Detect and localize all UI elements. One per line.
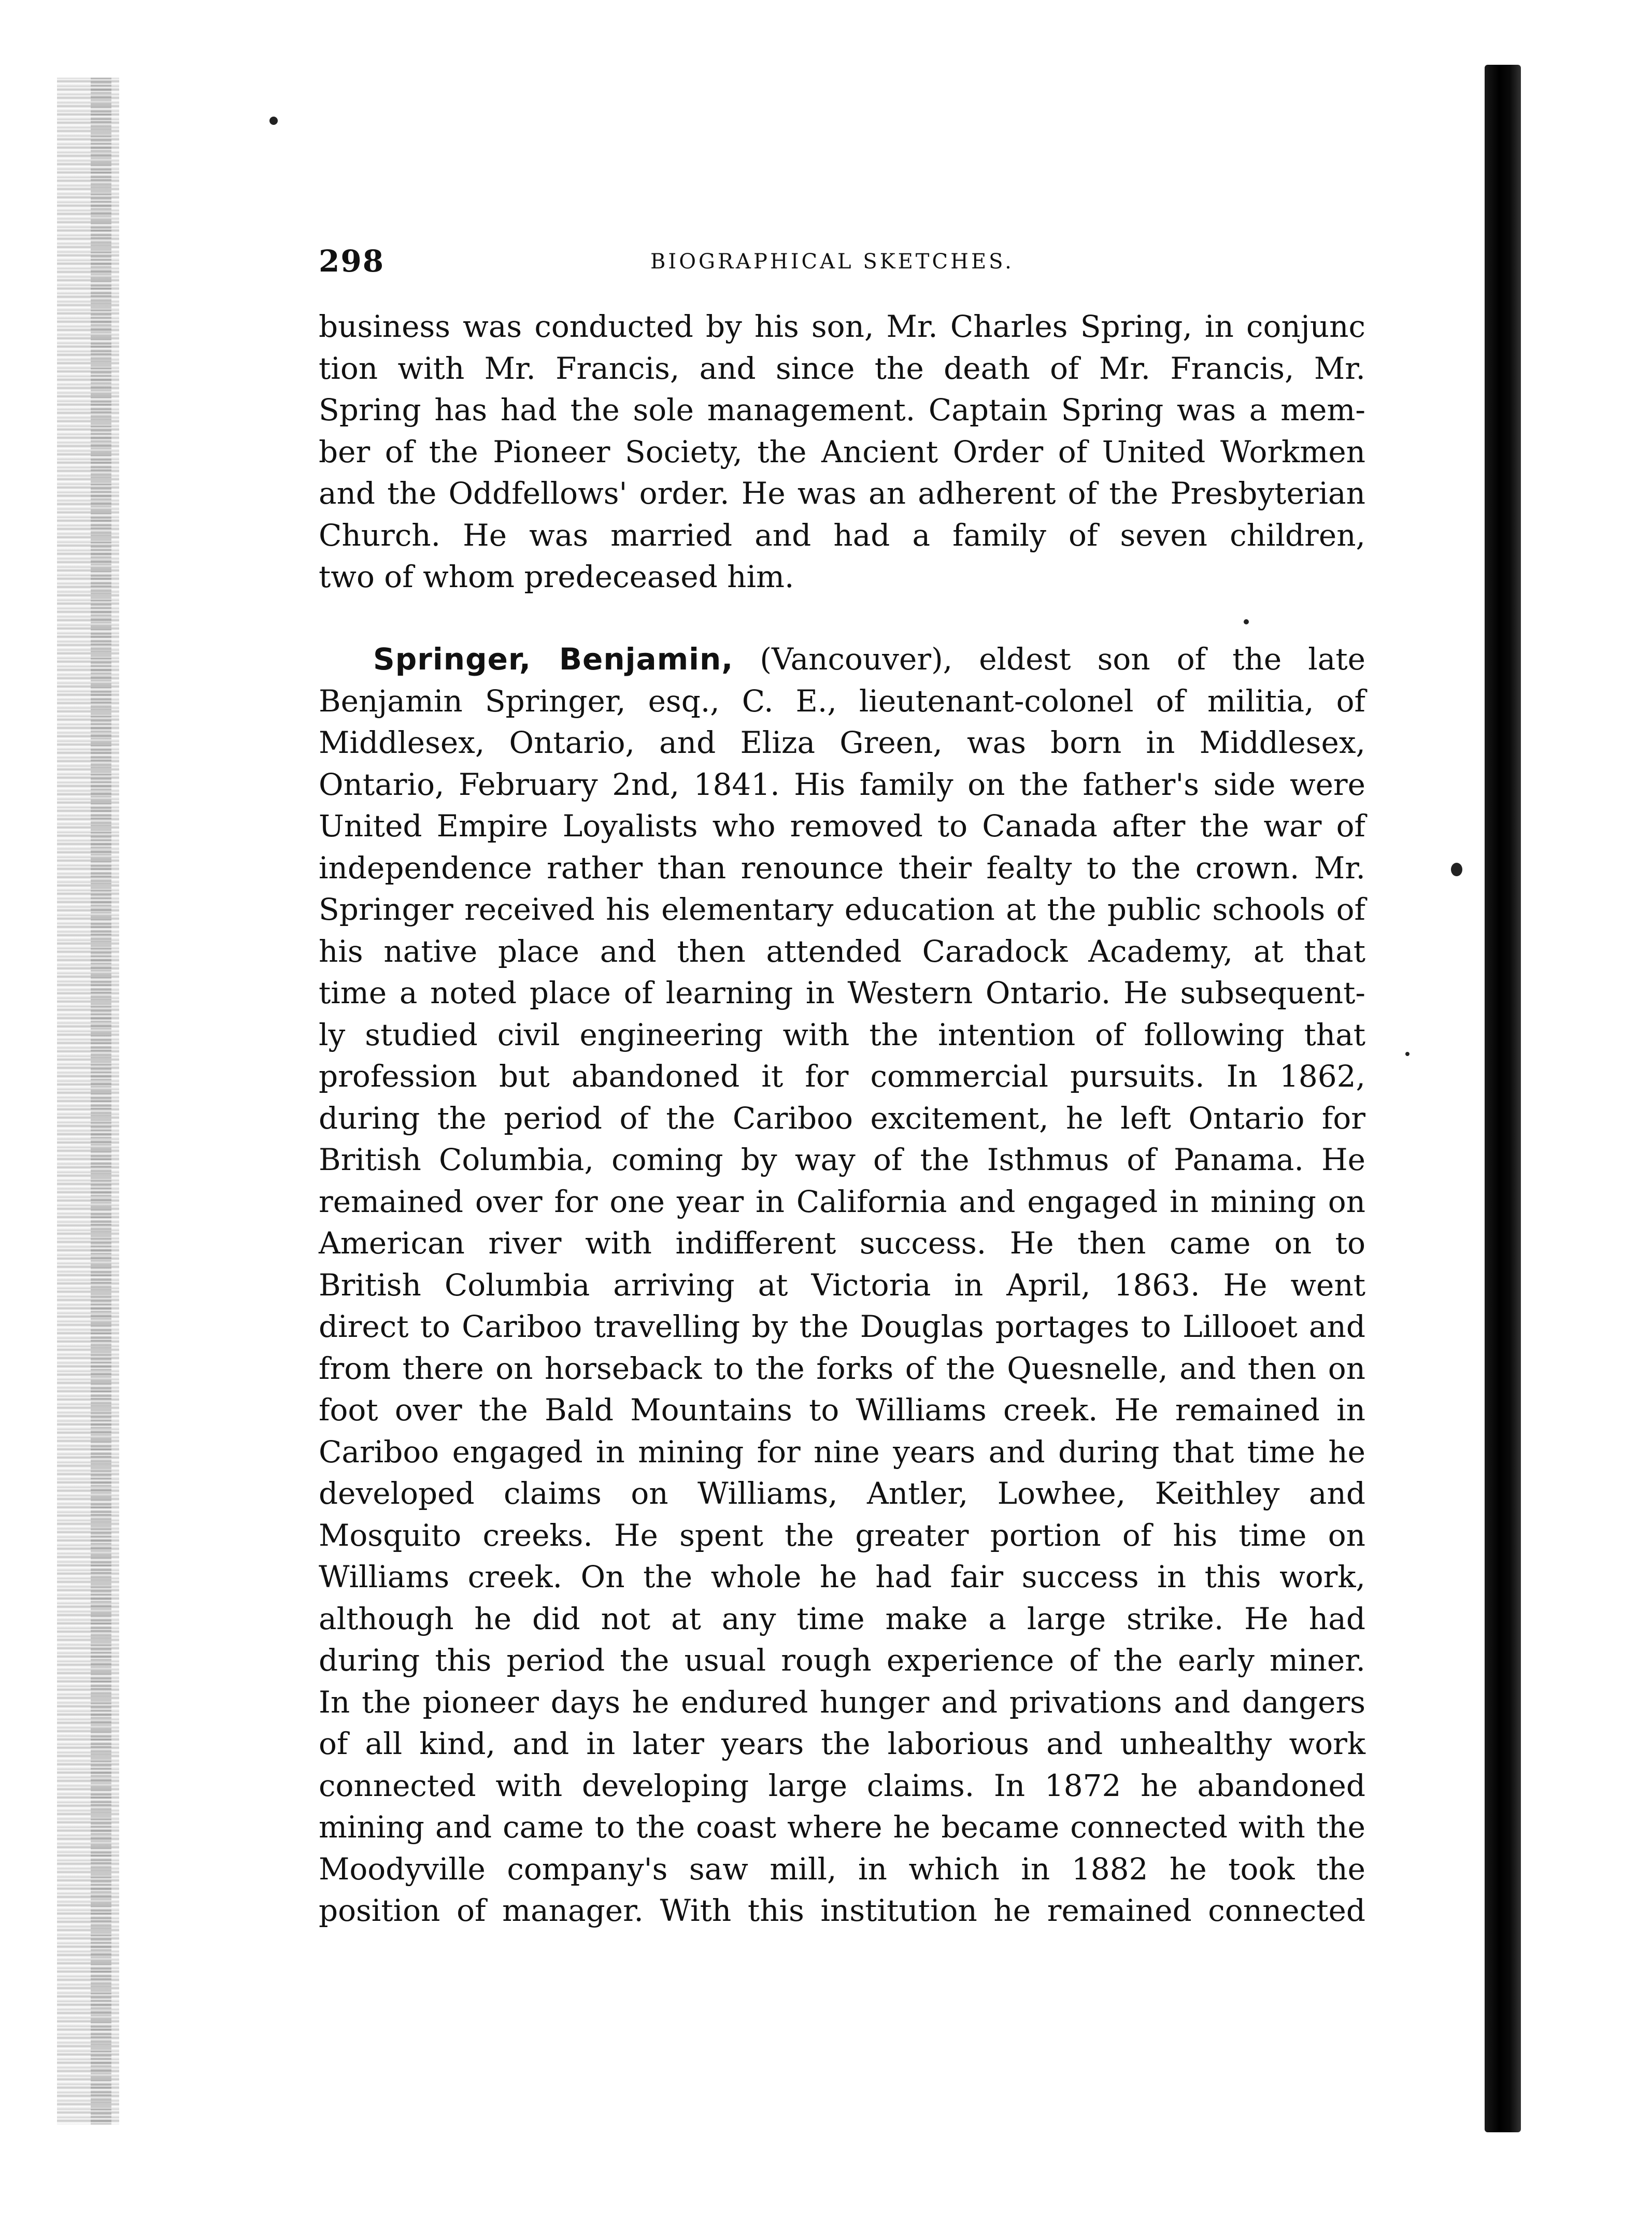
text-line: direct to Cariboo travelling by the Douglas portages to Lillooet and [319,1309,1365,1344]
entry-first-line [319,638,1365,680]
text-line: remained over for one year in California and engaged in mining on [319,1184,1365,1219]
text-line: Middlesex, Ontario, and Eliza Green, was born in Middlesex, [319,725,1365,760]
text-line: tion with Mr. Francis, and since the death of Mr. Francis, Mr. [319,350,1365,386]
text-line: from there on horseback to the forks of the Quesnelle, and then on [319,1350,1365,1386]
text-line: of all kind, and in later years the laborious and unhealthy work [319,1726,1365,1761]
entry-name: Springer, Benjamin, [373,641,734,677]
text-line: connected with developing large claims. In 1872 he abandoned [319,1767,1365,1803]
text-line: and the Oddfellows' order. He was an adherent of the Presbyterian [319,476,1365,511]
text-line: Cariboo engaged in mining for nine years and during that time he [319,1434,1365,1470]
text-line: although he did not at any time make a large strike. He had [319,1601,1365,1636]
text-line: Moodyville company's saw mill, in which in 1882 he took the [319,1851,1365,1887]
text-line: Benjamin Springer, esq., C. E., lieutenant-colonel of militia, of [319,683,1365,719]
text-line: ly studied civil engineering with the intention of following that [319,1017,1365,1052]
text-line: ber of the Pioneer Society, the Ancient Order of United Workmen [319,434,1365,469]
text-line: American river with indifferent success. He then came on to [319,1225,1365,1261]
text-line: during this period the usual rough experience of the early miner. [319,1643,1365,1678]
text-line: In the pioneer days he endured hunger and privations and dangers [319,1684,1365,1720]
running-header [319,244,1365,280]
text-line: independence rather than renounce their fealty to the crown. Mr. [319,850,1365,886]
text-line: business was conducted by his son, Mr. Charles Spring, in conjunc [319,309,1365,344]
text-line: Springer received his elementary education at the public schools of [319,892,1365,927]
text-line: two of whom predeceased him. [319,559,794,594]
text-line: foot over the Bald Mountains to Williams creek. He remained in [319,1392,1365,1428]
text-line: his native place and then attended Caradock Academy, at that [319,933,1365,969]
text-line: profession but abandoned it for commercial pursuits. In 1862, [319,1059,1365,1094]
text-line: Williams creek. On the whole he had fair success in this work, [319,1559,1365,1594]
text-line: during the period of the Cariboo excitement, he left Ontario for [319,1100,1365,1136]
text-line: developed claims on Williams, Antler, Lowhee, Keithley and [319,1476,1365,1511]
paragraph-spring-continued [319,306,1365,598]
text-line: United Empire Loyalists who removed to Canada after the war of [319,808,1365,844]
text-line: Spring has had the sole management. Captain Spring was a mem- [319,392,1365,427]
text-line: British Columbia arriving at Victoria in April, 1863. He went [319,1267,1365,1303]
text-line: Ontario, February 2nd, 1841. His family on the father's side were [319,766,1365,802]
text-line: Church. He was married and had a family of seven children, [319,517,1365,553]
entry-first-line-text: (Vancouver), eldest son of the late [760,641,1365,677]
text-line: time a noted place of learning in Western Ontario. He subsequent- [319,975,1365,1010]
paragraph-springer-benjamin [319,638,1365,1932]
text-line: position of manager. With this institution he remained connected [319,1893,1365,1928]
text-line: Mosquito creeks. He spent the greater portion of his time on [319,1517,1365,1553]
page-number: 298 [319,244,385,279]
running-title: BIOGRAPHICAL SKETCHES. [650,250,1014,274]
text-line: mining and came to the coast where he became connected with the [319,1809,1365,1845]
text-line: British Columbia, coming by way of the Isthmus of Panama. He [319,1142,1365,1177]
